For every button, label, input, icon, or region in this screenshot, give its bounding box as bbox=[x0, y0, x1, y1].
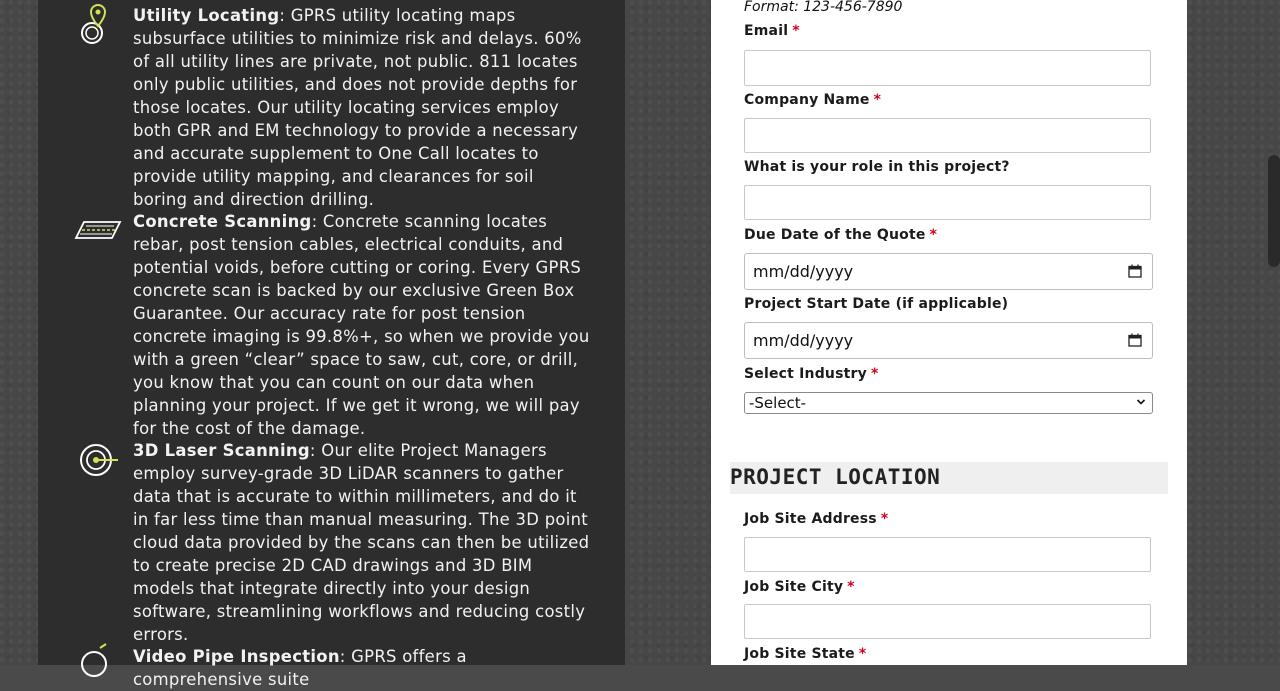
industry-selected-value: -Select- bbox=[749, 394, 807, 412]
concrete-slab-icon bbox=[76, 208, 124, 252]
due-date-label-text: Due Date of the Quote bbox=[744, 227, 926, 243]
calendar-icon[interactable] bbox=[1128, 333, 1142, 347]
role-field[interactable] bbox=[744, 185, 1151, 220]
industry-label bbox=[744, 366, 879, 382]
company-field[interactable] bbox=[744, 118, 1151, 153]
state-label bbox=[744, 646, 866, 662]
map-pin-icon bbox=[76, 3, 120, 47]
service-title: 3D Laser Scanning bbox=[133, 441, 310, 460]
required-mark: * bbox=[847, 579, 855, 595]
required-mark: * bbox=[870, 366, 879, 382]
laser-target-icon bbox=[76, 438, 120, 482]
quote-form bbox=[711, 0, 1187, 665]
phone-format-hint: Format: 123-456-7890 bbox=[744, 0, 903, 15]
service-description: : Our elite Project Managers employ survey-grade 3D LiDAR scanners to gather data that is accurate to within millimeters, and do it in far less time than manual measuring. The 3D point cloud data provided by the scans can then be utilized to create precise 2D CAD drawings and 3D BIM models that integrate directly into your design software, streamlining workflows and reducing costly errors. bbox=[133, 441, 590, 644]
page-scrollbar-thumb[interactable] bbox=[1268, 155, 1280, 267]
start-date-placeholder: mm/dd/yyyy bbox=[753, 331, 854, 350]
service-title: Video Pipe Inspection bbox=[133, 647, 340, 666]
calendar-icon[interactable] bbox=[1128, 264, 1142, 278]
industry-select[interactable] bbox=[744, 392, 1153, 414]
start-date-input[interactable] bbox=[744, 322, 1153, 359]
start-date-label bbox=[744, 296, 1008, 312]
section-title: PROJECT LOCATION bbox=[730, 465, 941, 489]
city-label-text: Job Site City bbox=[744, 579, 844, 595]
service-description: : GPRS utility locating maps subsurface utilities to minimize risk and delays. 60% of all utility lines are private, not public. 811 locates only public utilities, and does not provide depths for those locates. Our utility locating services employ both GPR and EM technology to provide a necessary and accurate supplement to One Call locates to provide utility mapping, and clearances for soil boring and direction drilling. bbox=[133, 6, 582, 209]
role-label bbox=[744, 159, 1010, 175]
services-panel bbox=[38, 0, 625, 689]
chevron-down-icon bbox=[1136, 397, 1146, 407]
project-location-header bbox=[730, 462, 1168, 494]
due-date-placeholder: mm/dd/yyyy bbox=[753, 262, 854, 281]
email-label bbox=[744, 23, 800, 39]
service-title: Utility Locating bbox=[133, 6, 280, 25]
required-mark: * bbox=[880, 511, 889, 527]
service-description: : Concrete scanning locates rebar, post tension cables, electrical conduits, and potential voids, before cutting or coring. Every GPRS concrete scan is backed by our exclusive Green Box Guarantee. Our accuracy rate for post tension concrete imaging is 99.8%+, so when we provide you with a green “clear” space to saw, cut, core, or drill, you know that you can count on our data when planning your project. If we get it wrong, we will pay for the cost of the damage. bbox=[133, 212, 590, 438]
company-label-text: Company Name bbox=[744, 92, 870, 108]
required-mark: * bbox=[858, 646, 867, 662]
address-field[interactable] bbox=[744, 537, 1151, 572]
required-mark: * bbox=[792, 23, 800, 39]
start-date-label-text: Project Start Date (if applicable) bbox=[744, 296, 1009, 312]
service-title: Concrete Scanning bbox=[133, 212, 312, 231]
service-description: : GPRS offers a comprehensive suite bbox=[133, 647, 467, 689]
required-mark: * bbox=[929, 227, 938, 243]
industry-label-text: Select Industry bbox=[744, 366, 867, 382]
city-field[interactable] bbox=[744, 604, 1151, 639]
state-label-text: Job Site State bbox=[744, 646, 855, 662]
email-field[interactable] bbox=[744, 50, 1151, 86]
pipe-camera-icon bbox=[76, 644, 120, 688]
company-label bbox=[744, 92, 881, 108]
due-date-label bbox=[744, 227, 937, 243]
address-label bbox=[744, 511, 888, 527]
role-label-text: What is your role in this project? bbox=[744, 159, 1010, 175]
email-label-text: Email bbox=[744, 23, 789, 39]
due-date-input[interactable] bbox=[744, 253, 1153, 290]
address-label-text: Job Site Address bbox=[744, 511, 877, 527]
required-mark: * bbox=[873, 92, 882, 108]
city-label bbox=[744, 579, 855, 595]
